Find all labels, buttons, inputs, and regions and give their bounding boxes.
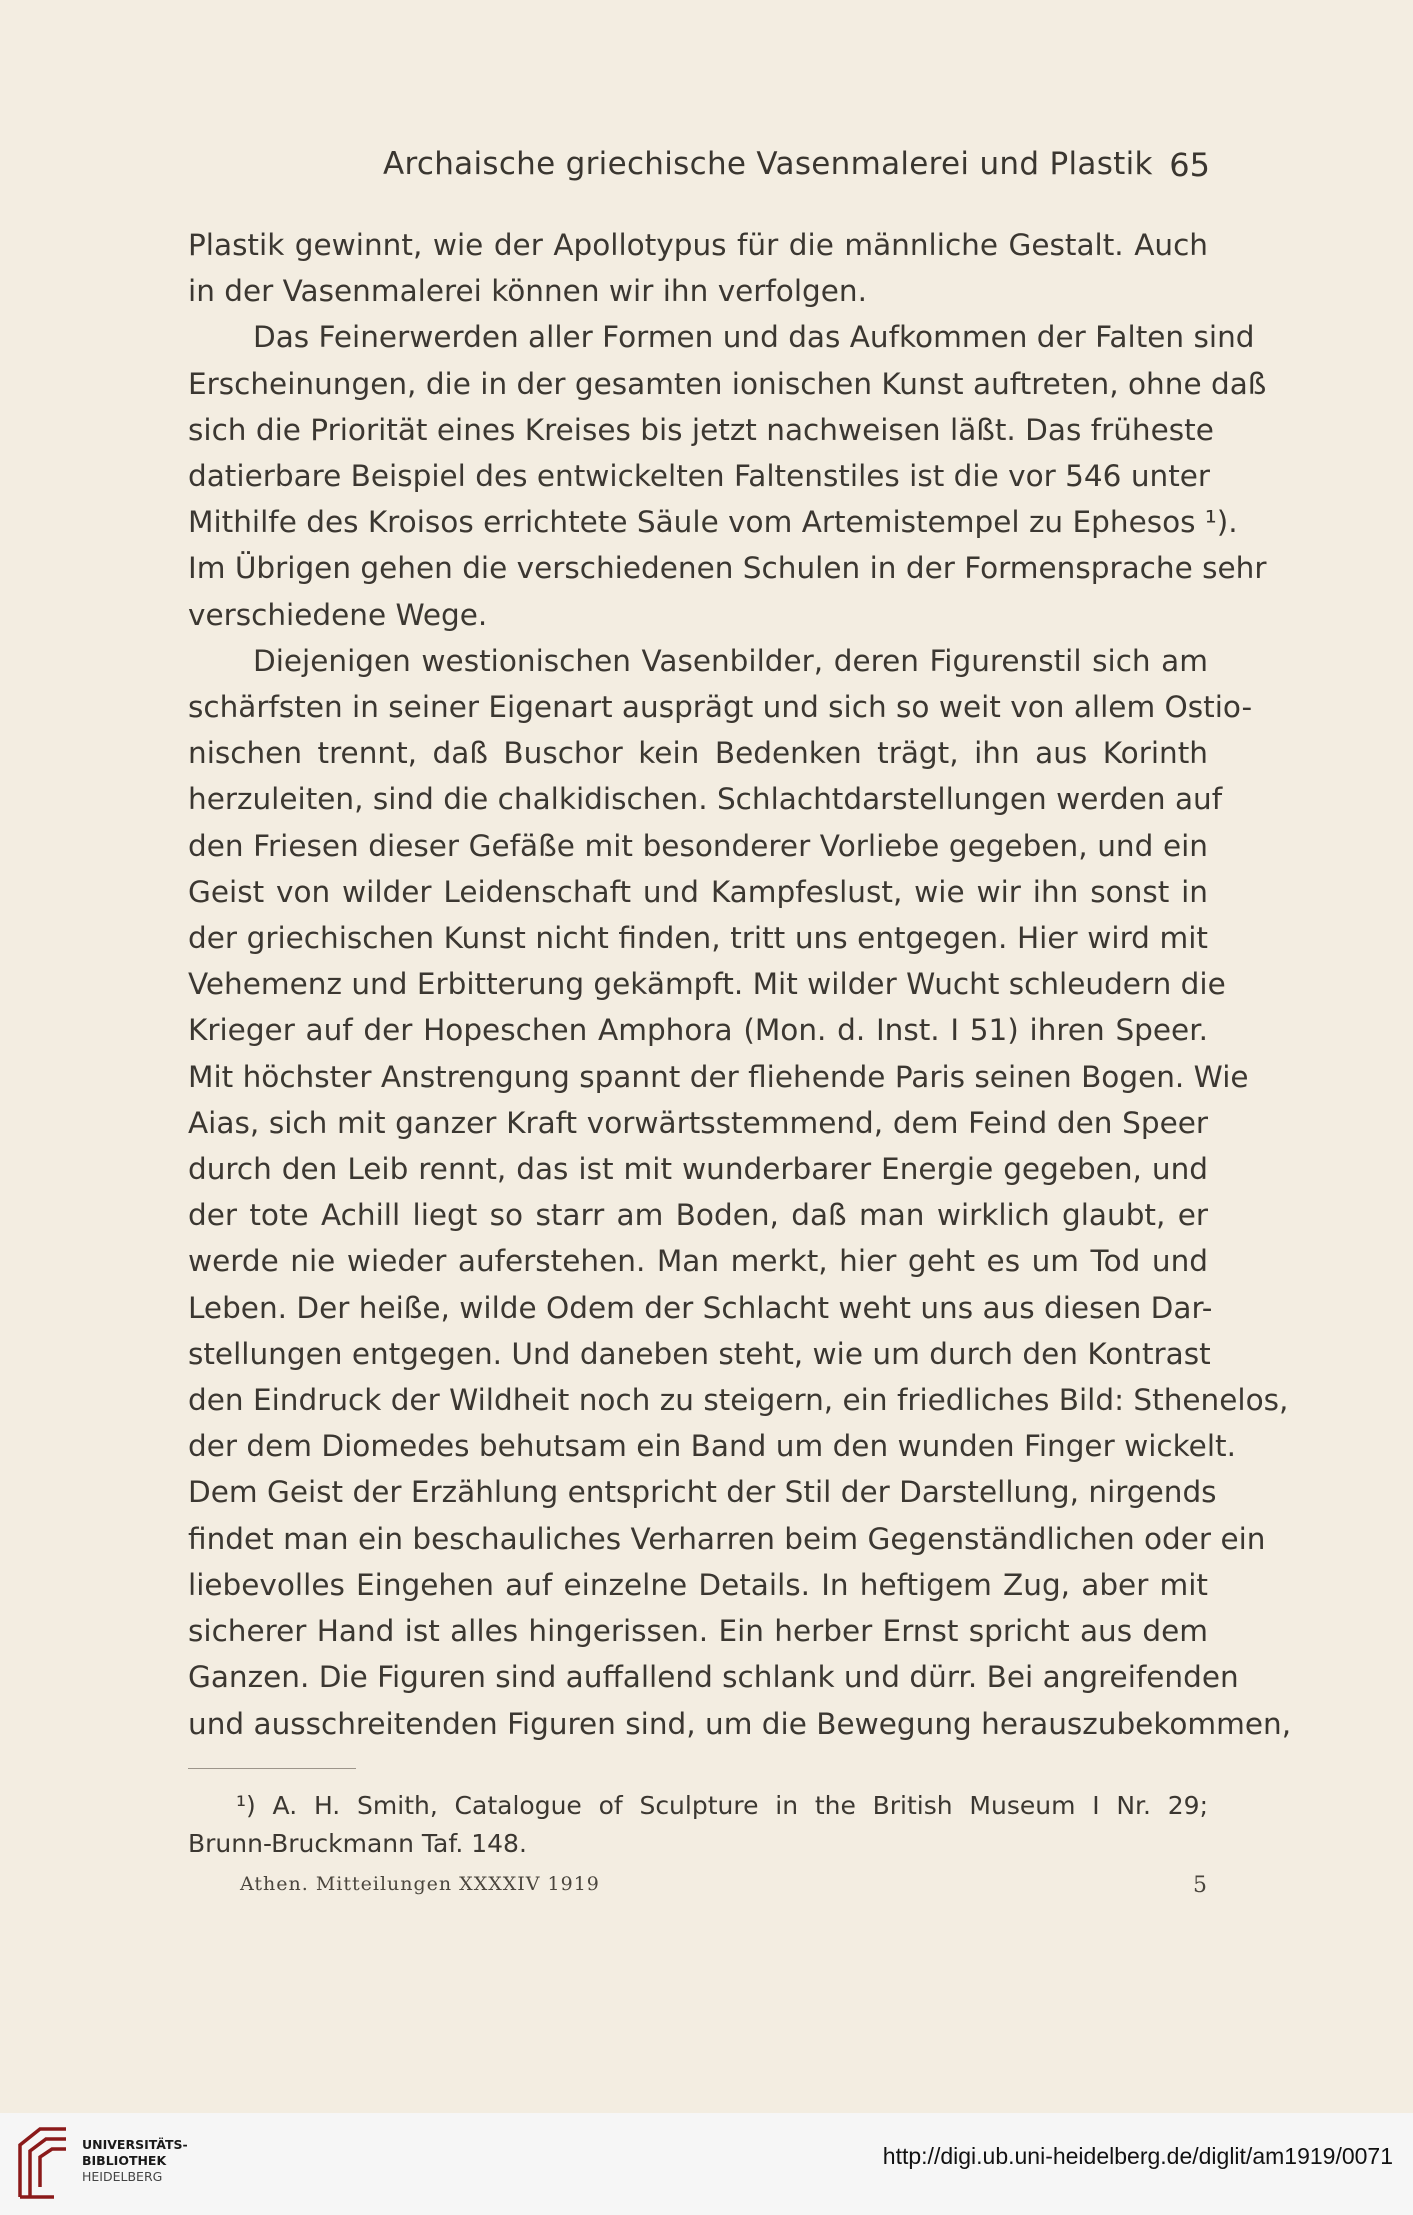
text-line: durch den Leib rennt, das ist mit wunderbarer Energie gegeben, und [188,1152,1208,1187]
running-head [188,146,1210,196]
running-title: Archaische griechische Vasenmalerei und Plastik [383,146,1153,182]
text-line: Mithilfe des Kroisos errichtete Säule vom Artemistempel zu Ephesos ¹). [188,505,1238,540]
text-line: Geist von wilder Leidenschaft und Kampfeslust, wie wir ihn sonst in [188,874,1208,909]
text-line: schärfsten in seiner Eigenart ausprägt und sich so weit von allem Ostio- [188,690,1253,725]
text-line: Dem Geist der Erzählung entspricht der Stil der Darstellung, nirgends [188,1475,1217,1510]
text-line: Plastik gewinnt, wie der Apollotypus für die männliche Gestalt. Auch [188,228,1208,262]
text-line: werde nie wieder auferstehen. Man merkt, hier geht es um Tod und [188,1244,1208,1279]
paragraph-1 [188,222,1208,314]
text-line: Leben. Der heiße, wilde Odem der Schlacht weht uns aus diesen Dar- [188,1290,1213,1325]
text-line: Diejenigen westionischen Vasenbilder, deren Figurenstil sich am [253,643,1208,678]
signature-number: 5 [1193,1873,1208,1898]
text-line: nischen trennt, daß Buschor kein Bedenken trägt, ihn aus Korinth [188,736,1208,771]
text-line: der tote Achill liegt so starr am Boden, daß man wirklich glaubt, er [188,1198,1208,1233]
text-line: Erscheinungen, die in der gesamten ionischen Kunst auftreten, ohne daß [188,366,1267,401]
text-line: sich die Priorität eines Kreises bis jetzt nachweisen läßt. Das früheste [188,412,1214,447]
text-line: liebevolles Eingehen auf einzelne Details. In heftigem Zug, aber mit [188,1567,1208,1602]
page-number: 65 [1169,146,1210,184]
text-line: Aias, sich mit ganzer Kraft vorwärtsstemmend, dem Feind den Speer [188,1105,1208,1140]
text-line: findet man ein beschauliches Verharren beim Gegenständlichen oder ein [188,1521,1266,1556]
logo-line: BIBLIOTHEK [82,2153,167,2168]
paragraph-2 [188,314,1267,637]
text-line: sicherer Hand ist alles hingerissen. Ein herber Ernst spricht aus dem [188,1614,1208,1649]
text-line: stellungen entgegen. Und daneben steht, wie um durch den Kontrast [188,1336,1211,1371]
footnote-line: ¹) A. H. Smith, Catalogue of Sculpture in the British Museum I Nr. 29; [236,1791,1208,1820]
text-line: verschiedene Wege. [188,597,488,632]
text-line: herzuleiten, sind die chalkidischen. Schlachtdarstellungen werden auf [188,782,1223,817]
footnote [188,1787,1208,1863]
text-line: den Eindruck der Wildheit noch zu steigern, ein friedliches Bild: Sthenelos, [188,1383,1289,1418]
logo-line: UNIVERSITÄTS- [82,2137,188,2152]
body-text [188,222,1292,1747]
text-line: Ganzen. Die Figuren sind auffallend schlank und dürr. Bei angreifenden [188,1660,1239,1695]
text-line: der griechischen Kunst nicht finden, tritt uns entgegen. Hier wird mit [188,921,1208,956]
logo-line: HEIDELBERG [82,2169,163,2184]
text-line: der dem Diomedes behutsam ein Band um den wunden Finger wickelt. [188,1429,1236,1464]
text-line: Krieger auf der Hopeschen Amphora (Mon. d. Inst. I 51) ihren Speer. [188,1013,1208,1048]
text-line: den Friesen dieser Gefäße mit besonderer Vorliebe gegeben, und ein [188,828,1208,863]
signature-text: Athen. Mitteilungen XXXXIV 1919 [240,1873,600,1895]
printer-signature [240,1873,1208,1909]
footer-bar [0,2113,1413,2215]
library-logo-text [82,2137,242,2185]
text-line: Im Übrigen gehen die verschiedenen Schulen in der Formensprache sehr [188,551,1267,586]
text-line: und ausschreitenden Figuren sind, um die Bewegung herauszubekommen, [188,1706,1292,1741]
library-logo-icon [14,2123,72,2203]
paragraph-3 [188,638,1292,1747]
text-line: Mit höchster Anstrengung spannt der fliehende Paris seinen Bogen. Wie [188,1059,1249,1094]
text-line: datierbare Beispiel des entwickelten Faltenstiles ist die vor 546 unter [188,459,1211,494]
source-url-link[interactable]: http://digi.ub.uni-heidelberg.de/diglit/am1919/0071 [882,2143,1393,2169]
text-line: Vehemenz und Erbitterung gekämpft. Mit wilder Wucht schleudern die [188,967,1226,1002]
footnote-line: Brunn-Bruckmann Taf. 148. [188,1829,527,1858]
footnote-divider [188,1768,356,1769]
text-line: in der Vasenmalerei können wir ihn verfolgen. [188,274,868,309]
text-line: Das Feinerwerden aller Formen und das Aufkommen der Falten sind [253,320,1255,355]
